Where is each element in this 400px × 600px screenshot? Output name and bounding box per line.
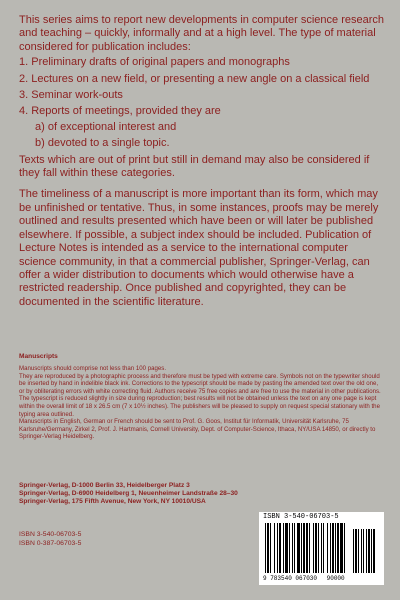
barcode-bar bbox=[294, 523, 295, 573]
barcode-icon bbox=[265, 523, 378, 575]
barcode-addon-bar bbox=[371, 529, 372, 573]
barcode-bar bbox=[270, 523, 271, 573]
barcode-bar bbox=[285, 523, 288, 573]
barcode-bar bbox=[306, 523, 308, 573]
barcode-addon-bar bbox=[363, 529, 364, 573]
barcode-bar bbox=[265, 523, 266, 573]
publisher-address: Springer-Verlag, D-1000 Berlin 33, Heidelberger Platz 3 bbox=[19, 482, 190, 489]
barcode-addon-bar bbox=[353, 529, 354, 573]
barcode-bar bbox=[327, 523, 328, 573]
timeliness-paragraph: The timeliness of a manuscript is more important than its form, which may be unfinished or tentative. Thus, in some instances, proofs may be merely outlined and results presented which have been or will later be published elsewhere. If possible, a subject index should be included. Publication of Lecture Notes is intended as a service to the international computer science community, in that a commercial publisher, Springer-Verlag, can offer a wider distribution to documents which would otherwise have a restricted readership. Once published and copyrighted, they can be documented in the scientific literature. bbox=[19, 188, 379, 308]
barcode-ean: 9 783540 067030 bbox=[263, 575, 318, 582]
barcode-addon-bar bbox=[373, 529, 375, 573]
manuscripts-title: Manuscripts bbox=[19, 353, 58, 360]
barcode-addon-bar bbox=[358, 529, 359, 573]
barcode-bar bbox=[340, 523, 343, 573]
isbn: ISBN 0-387-06703-5 bbox=[19, 540, 82, 547]
barcode-digits bbox=[263, 575, 380, 583]
manuscripts-submission: Manuscripts in English, German or French should be sent to Prof. G. Goos, Institut für Informatik, Universität Karlsruhe, 75 Karlsruhe/Germany, Zirkel 2, Prof. J. Hartmanis, Cornell University, Dept. of Computer-Science, Ithaca, NY/USA 14850, or directly to Springer-Verlag Heidelberg. bbox=[19, 418, 376, 441]
barcode-bar bbox=[301, 523, 302, 573]
publisher-addresses bbox=[19, 482, 381, 507]
manuscripts-length: Manuscripts should comprise not less than 100 pages. bbox=[19, 365, 167, 372]
isbn-list bbox=[19, 530, 81, 548]
manuscripts-section bbox=[19, 353, 381, 441]
barcode-bar bbox=[337, 523, 339, 573]
barcode-bar bbox=[279, 523, 281, 573]
barcode-label bbox=[259, 512, 384, 585]
barcode-bar bbox=[323, 523, 324, 573]
list-item: 2. Lectures on a new field, or presenting a new angle on a classical field bbox=[19, 72, 370, 85]
barcode-bar bbox=[297, 523, 300, 573]
barcode-bar bbox=[283, 523, 284, 573]
publisher-address: Springer-Verlag, 175 Fifth Avenue, New York, NY 10010/USA bbox=[19, 498, 206, 506]
barcode-bar bbox=[335, 523, 336, 573]
barcode-bar bbox=[318, 523, 319, 573]
barcode-isbn-text: ISBN 3-540-06703-5 bbox=[263, 513, 339, 521]
barcode-bar bbox=[267, 523, 269, 573]
barcode-bar bbox=[274, 523, 275, 573]
list-item: 3. Seminar work-outs bbox=[19, 89, 123, 102]
barcode-bar bbox=[292, 523, 293, 573]
publisher-address: Springer-Verlag, D-6900 Heidelberg 1, Neuenheimer Landstraße 28–30 bbox=[19, 490, 238, 498]
barcode-bar bbox=[277, 523, 278, 573]
barcode-bar bbox=[321, 523, 322, 573]
list-item: 1. Preliminary drafts of original papers and monographs bbox=[19, 56, 290, 69]
barcode-bar bbox=[315, 523, 317, 573]
barcode-bar bbox=[332, 523, 334, 573]
barcode-bar bbox=[289, 523, 290, 573]
sublist-item: b) devoted to a single topic. bbox=[35, 137, 170, 150]
barcode-bar bbox=[303, 523, 305, 573]
out-of-print-paragraph: Texts which are out of print but still in demand may also be considered if they fall within these categories. bbox=[19, 153, 370, 180]
list-item-label: 4. Reports of meetings, provided they are bbox=[19, 105, 221, 118]
sublist-item: a) of exceptional interest and bbox=[35, 120, 177, 133]
barcode-bar bbox=[344, 523, 345, 573]
barcode-bar bbox=[309, 523, 310, 573]
material-list bbox=[19, 56, 387, 150]
barcode-addon-bar bbox=[355, 529, 357, 573]
main-text bbox=[19, 14, 387, 309]
isbn: ISBN 3-540-06703-5 bbox=[19, 531, 82, 538]
barcode-addon-bar bbox=[361, 529, 362, 573]
barcode-addon: 90000 bbox=[326, 575, 345, 582]
barcode-bar bbox=[330, 523, 331, 573]
barcode-bar bbox=[313, 523, 314, 573]
barcode-addon-bar bbox=[366, 529, 367, 573]
barcode-addon-bar bbox=[368, 529, 370, 573]
manuscripts-typing-rules: They are reproduced by a photographic process and therefore must be typed with extreme care. Symbols not on the typewriter should be inserted by hand in indelible black ink. Corrections to the typescript should be made by pasting the amended text over the old one, or by obliterating errors with white correcting fluid. Authors receive 75 free copies and are free to use the material in other publications. The typescript is reduced slightly in size during reproduction; best results will not be obtained unless the text on any one page is kept within the overall limit of 18 x 26.5 cm (7 x 10½ inches). The publishers will be pleased to supply on request special stationary with the typing area outlined. bbox=[19, 372, 381, 418]
intro-paragraph: This series aims to report new developments in computer science research and teaching – quickly, informally and at a high level. The type of material considered for publication includes: bbox=[19, 14, 384, 53]
list-item bbox=[19, 105, 387, 150]
meeting-conditions-list bbox=[35, 121, 387, 151]
